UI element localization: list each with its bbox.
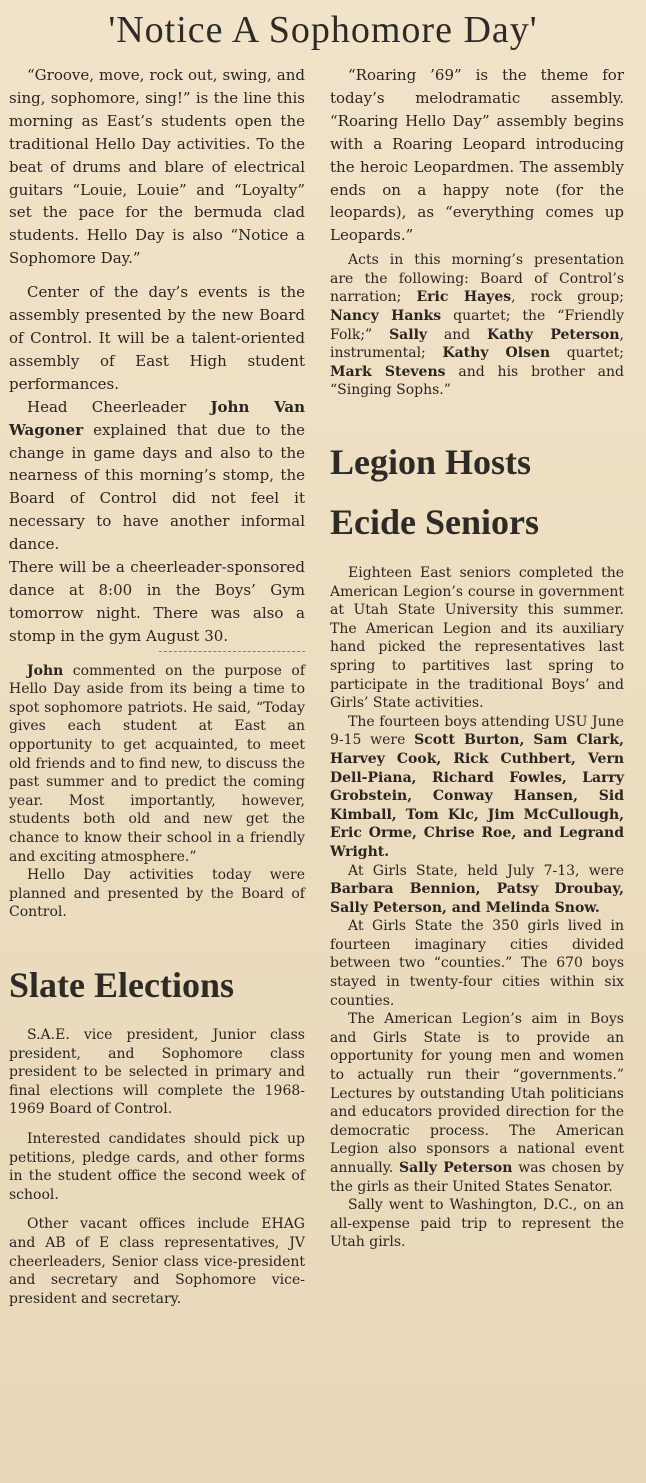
article-paragraph: “Groove, move, rock out, swing, and sing, sophomore, sing!” is the line this morning as East’s students open the traditional Hello Day activities. To the beat of drums and blare of electrical guitars “Louie, Louie” and “Loyalty” set the pace for the bermuda clad students. Hello Day is also “Notice a Sophomore Day.” [9,66,305,268]
person-name: John Van Wagoner [9,397,305,439]
person-name: Sally Peterson [399,1160,513,1176]
person-name: Mark Stevens [330,363,446,380]
slate-headline: Slate Elections [9,964,234,1005]
article-paragraph: At Girls State the 350 girls lived in fourteen imaginary cities divided between two “counties.” The 670 boys stayed in twenty-four cities within six counties. [330,918,624,1009]
article-paragraph [330,251,624,400]
left-column [9,64,305,1308]
person-name: Sally [389,326,428,343]
text: quartet; the “Friendly Folk;” [330,308,624,343]
main-headline: 'Notice A Sophomore Day' [108,9,538,51]
article-paragraph: Eighteen East seniors completed the American Legion’s course in government at Utah State University this summer. The American Legion and its auxiliary hand picked the representatives last spring to partitives last spring to participate in the traditional Boys’ and Girls’ State activities. [330,565,624,712]
text: Acts in this morning’s presentation are the following: Board of Control’s narration; [330,252,624,306]
legion-headline-line: Legion Hosts [330,442,532,482]
article-paragraph: Hello Day activities today were planned and presented by the Board of Control. [9,867,305,921]
text: quartet; [550,345,624,362]
article-paragraph: Sally went to Washington, D.C., on an all-expense paid trip to represent the Utah girls. [330,1197,624,1251]
article-paragraph: Interested candidates should pick up petitions, pledge cards, and other forms in the student office the second week of school. [9,1130,305,1203]
text: commented on the purpose of Hello Day aside from its being a time to spot sophomore patriots. He said, “Today gives each student at East an opportunity to get acquainted, to meet old friends and to find new, to discuss the past summer and to predict the coming year. Most importantly, however, students both old and new get the chance to know their school in a friendly and exciting atmosphere.” [9,662,305,865]
person-names: Barbara Bennion, Patsy Droubay, Sally Peterson, and Melinda Snow. [330,881,624,916]
text: The American Legion’s aim in Boys and Girls State is to provide an opportunity for young men and women to actually run their “governments.” Lectures by outstanding Utah politicians and educators provided direction for the democratic process. The American Legion also sponsors a national event annually. [330,1011,624,1176]
article-paragraph: “Roaring ’69” is the theme for today’s melodramatic assembly. “Roaring Hello Day” assembly begins with a Roaring Leopard introducing the heroic Leopardmen. The assembly ends on a happy note (for the leopards), as “everything comes up Leopards.” [330,66,624,245]
article-paragraph [330,713,624,862]
article-paragraph: S.A.E. vice president, Junior class president, and Sophomore class president to be selected in primary and final elections will complete the 1968-1969 Board of Control. [9,1026,305,1118]
right-column [330,64,624,1252]
article-paragraph [9,396,305,556]
person-name: John [27,662,64,679]
person-name: Eric Hayes [416,289,512,306]
text: , rock group; [511,289,624,306]
text: and his brother and “Singing Sophs.” [330,363,624,399]
person-name: Kathy Peterson [487,326,620,343]
person-names: Scott Burton, Sam Clark, Harvey Cook, Rick Cuthbert, Vern Dell-Piana, Richard Fowles, Larry Grobstein, Conway Hansen, Sid Kimball, Tom Klc, Jim McCullough, Eric Orme, Chrise Roe, and Legrand Wright. [330,732,624,860]
article-paragraph: Center of the day’s events is the assembly presented by the new Board of Control. It will be a talent-oriented assembly of East High student performances. [9,283,305,393]
person-name: Nancy Hanks [330,308,442,325]
article-paragraph [9,662,305,867]
legion-headline [330,432,624,552]
divider [159,651,305,652]
text: At Girls State, held July 7-13, were [348,862,624,879]
text: The fourteen boys attending USU June 9-15 were [330,713,624,749]
person-name: Kathy Olsen [442,345,551,362]
text: , instrumental; [330,326,624,362]
text: Head Cheerleader [27,397,211,416]
text: explained that due to the change in game days and also to the nearness of this morning’s stomp, the Board of Control did not feel it necessary to have another informal dance. [9,420,305,554]
article-paragraph: Other vacant offices include EHAG and AB of E class representatives, JV cheerleaders, Senior class vice-president and secretary and Sophomore vice-president and secretary. [9,1216,305,1307]
article-paragraph [330,862,624,918]
article-paragraph [330,1010,624,1196]
article-paragraph: There will be a cheerleader-sponsored dance at 8:00 in the Boys’ Gym tomorrow night. There was also a stomp in the gym August 30. [9,558,305,645]
text: and [427,326,488,343]
legion-headline-line: Ecide Seniors [330,502,540,542]
text: was chosen by the girls as their United States Senator. [330,1160,624,1195]
